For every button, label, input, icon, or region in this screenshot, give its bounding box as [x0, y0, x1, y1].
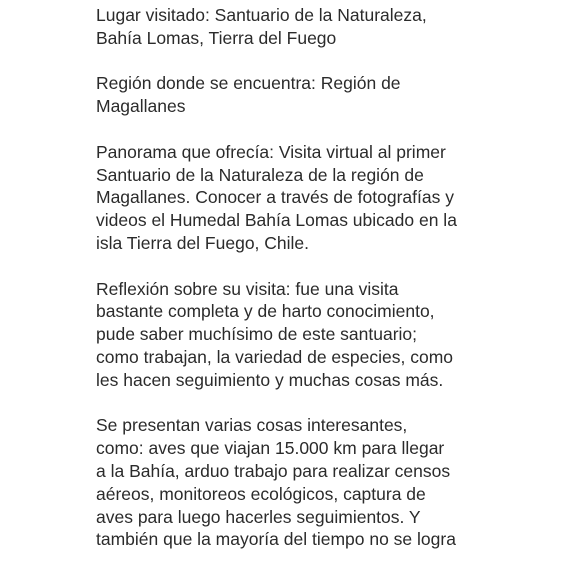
paragraph-lugar-visitado [96, 4, 556, 50]
text-line: Magallanes [96, 96, 186, 117]
text-line: Magallanes. Conocer a través de fotografías y [96, 187, 454, 208]
text-line: aéreos, monitoreos ecológicos, captura de [96, 483, 426, 504]
text-line: Lugar visitado: Santuario de la Naturaleza, [96, 5, 427, 25]
text-line: Reflexión sobre su visita: fue una visita [96, 278, 399, 299]
paragraph-panorama [96, 141, 556, 255]
text-line: isla Tierra del Fuego, Chile. [96, 232, 310, 253]
text-line: les hacen seguimiento y muchas cosas más. [96, 369, 444, 390]
text-line: Región donde se encuentra: Región de [96, 73, 401, 94]
text-line: videos el Humedal Bahía Lomas ubicado en la [96, 210, 457, 231]
text-line: Panorama que ofrecía: Visita virtual al primer [96, 141, 446, 162]
text-body [96, 4, 556, 570]
text-line: Se presentan varias cosas interesantes, [96, 415, 408, 436]
text-line: también que la mayoría del tiempo no se logra [96, 529, 456, 550]
text-line: Bahía Lomas, Tierra del Fuego [96, 27, 337, 48]
text-line: como: aves que viajan 15.000 km para llegar [96, 438, 445, 459]
text-line: como trabajan, la variedad de especies, como [96, 346, 454, 367]
text-line: pude saber muchísimo de este santuario; [96, 324, 418, 345]
text-line: a la Bahía, arduo trabajo para realizar censos [96, 460, 451, 481]
paragraph-cosas-interesantes [96, 414, 556, 551]
paragraph-reflexion [96, 278, 556, 392]
text-line: bastante completa y de harto conocimiento, [96, 301, 435, 322]
paragraph-region [96, 72, 556, 118]
text-line: Santuario de la Naturaleza de la región de [96, 164, 424, 185]
text-line: aves para luego hacerles seguimientos. Y [96, 506, 421, 527]
